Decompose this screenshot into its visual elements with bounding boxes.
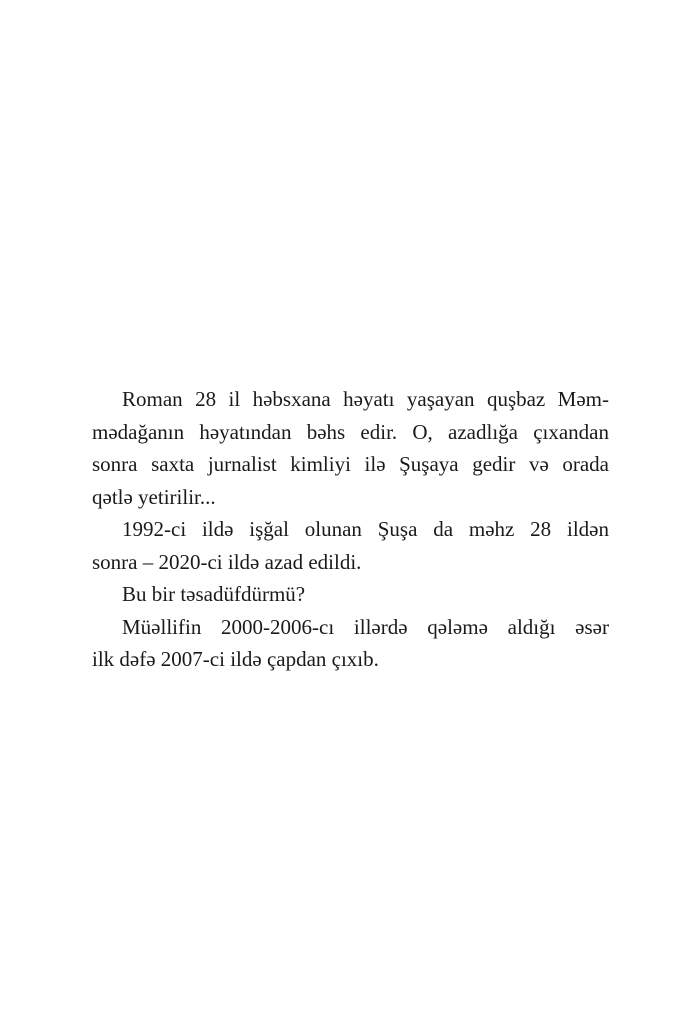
paragraph-1 [92,383,609,513]
text-line: mədağanın həyatından bəhs edir. O, azadlığa çıxandan [92,419,609,444]
paragraph-2 [92,513,609,578]
text-line: Bu bir təsadüfdürmü? [122,582,306,606]
text-line: Müəllifin 2000-2006-cı illərdə qələmə aldığı əsər [122,614,609,639]
text-line: sonra – 2020-ci ildə azad edildi. [92,549,362,574]
text-line: ilk dəfə 2007-ci ildə çapdan çıxıb. [92,647,379,671]
body-text [92,383,609,676]
text-line: qətlə yetirilir... [92,484,216,509]
text-line: 1992-ci ildə işğal olunan Şuşa da məhz 28 ildən [122,517,609,541]
paragraph-3 [92,578,609,611]
text-line: Roman 28 il həbsxana həyatı yaşayan quşbaz Məm- [122,387,609,411]
text-line: sonra saxta jurnalist kimliyi ilə Şuşaya gedir və orada [92,452,609,476]
paragraph-4 [92,611,609,676]
